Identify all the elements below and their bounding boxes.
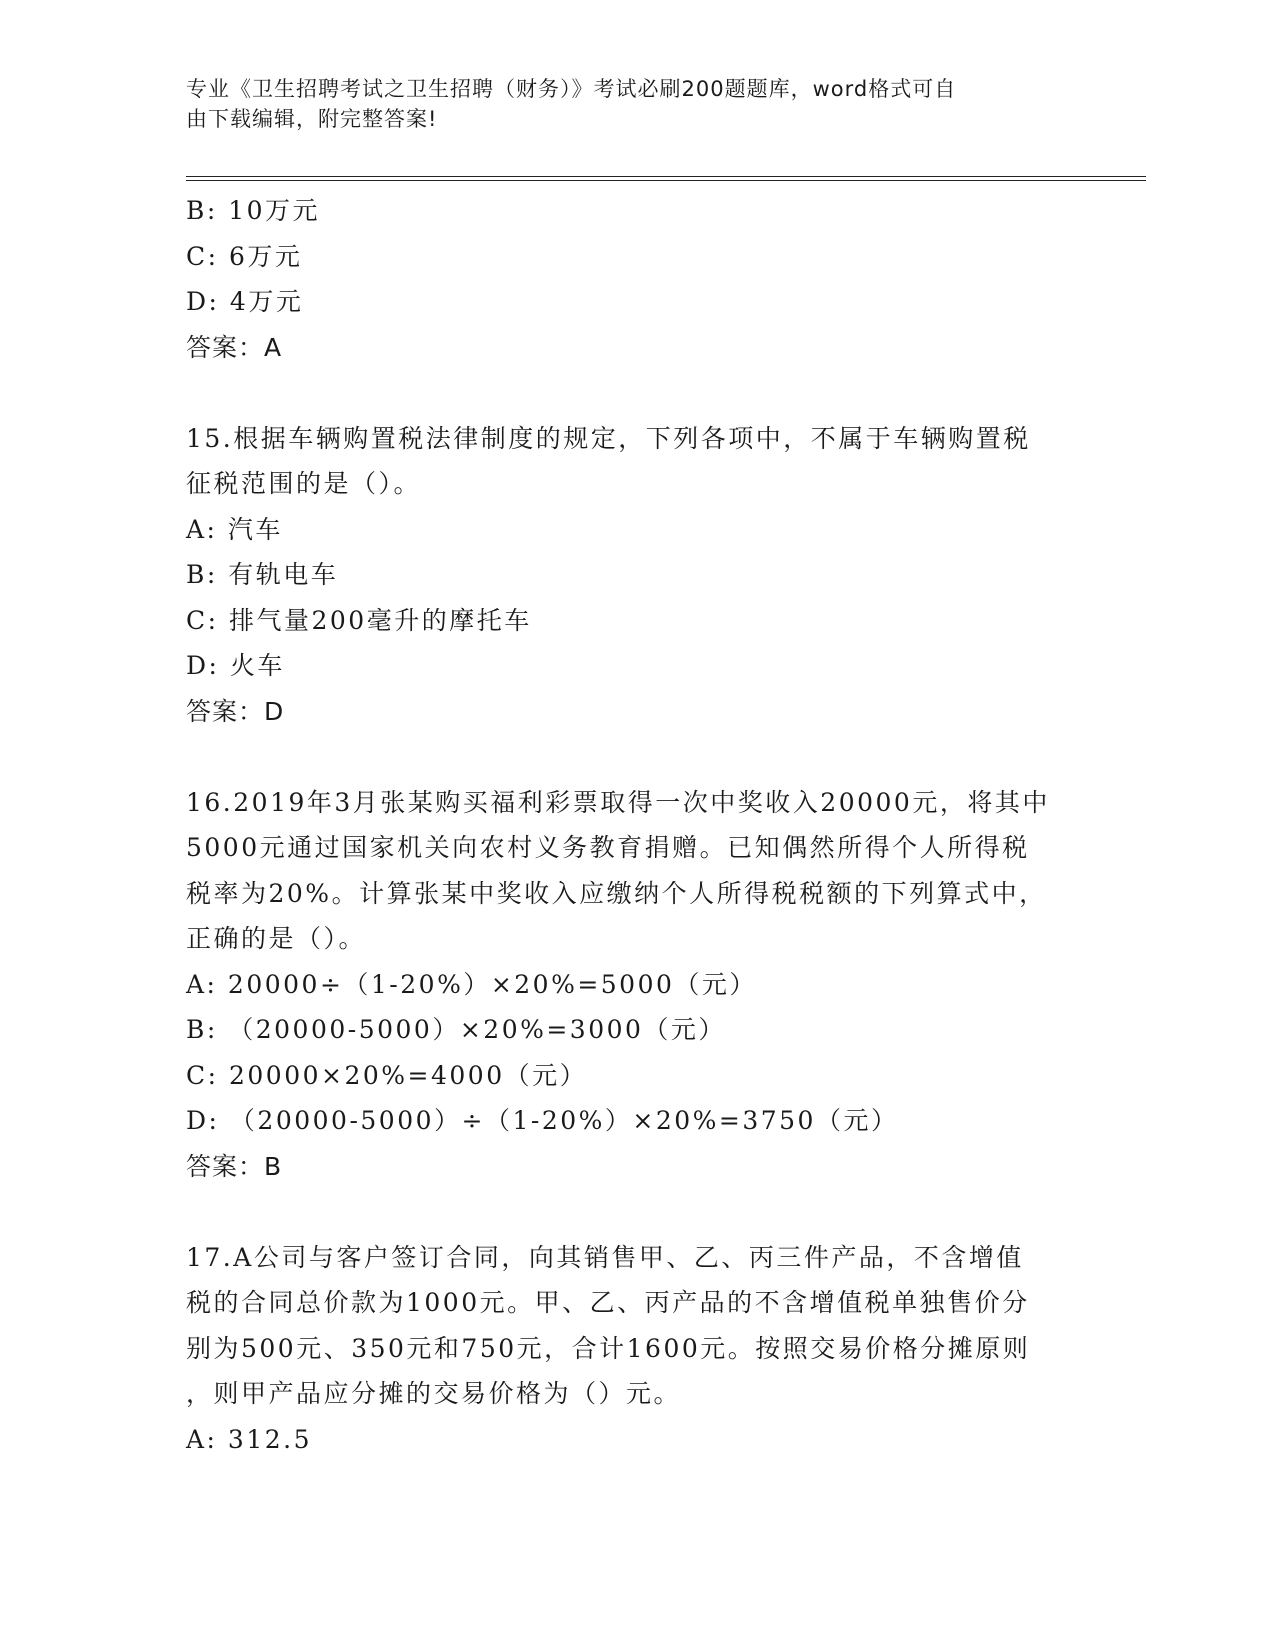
option-d: D: 4万元 — [186, 287, 304, 316]
answer: 答案：D — [186, 696, 285, 726]
option-d: D: （20000-5000）÷（1-20%）×20%=3750（元） — [186, 1106, 899, 1135]
option-c: C: 排气量200毫升的摩托车 — [186, 605, 532, 635]
spacer — [186, 1189, 1086, 1235]
question-stem-line: 征税范围的是（）。 — [186, 469, 422, 498]
answer: 答案：B — [186, 1151, 283, 1181]
option-c: C: 20000×20%=4000（元） — [186, 1060, 588, 1090]
option-d: D: 火车 — [186, 651, 285, 680]
option-b: B: 10万元 — [186, 196, 321, 225]
question-16 — [186, 780, 1086, 1190]
spacer — [186, 370, 1086, 416]
option-b: B: 有轨电车 — [186, 560, 339, 589]
question-stem-line: 税的合同总价款为1000元。甲、乙、丙产品的不含增值税单独售价分 — [186, 1288, 1030, 1317]
question-stem-line: 正确的是（）。 — [186, 924, 367, 953]
question-15 — [186, 416, 1086, 735]
option-b: B: （20000-5000）×20%=3000（元） — [186, 1015, 726, 1044]
option-c: C: 6万元 — [186, 241, 303, 271]
question-list — [186, 188, 1086, 1462]
question-stem-line: 16.2019年3月张某购买福利彩票取得一次中奖收入20000元，将其中 — [186, 787, 1050, 817]
question-stem-line: ，则甲产品应分摊的交易价格为（）元。 — [186, 1379, 682, 1408]
question-stem-line: 17.A公司与客户签订合同，向其销售甲、乙、丙三件产品，不含增值 — [186, 1242, 1024, 1272]
option-a: A: 20000÷（1-20%）×20%=5000（元） — [186, 969, 757, 999]
header-divider — [186, 176, 1146, 181]
question-stem-line: 税率为20%。计算张某中奖收入应缴纳个人所得税税额的下列算式中， — [186, 878, 1047, 908]
question-17 — [186, 1235, 1086, 1463]
header-line-2: 由下载编辑，附完整答案! — [186, 107, 438, 131]
option-a: A: 312.5 — [186, 1424, 312, 1454]
question-14 — [186, 188, 1086, 370]
question-stem-line: 15.根据车辆购置税法律制度的规定，下列各项中，不属于车辆购置税 — [186, 423, 1031, 453]
option-a: A: 汽车 — [186, 514, 283, 544]
header-line-1: 专业《卫生招聘考试之卫生招聘（财务）》考试必刷200题题库，word格式可自 — [186, 77, 957, 101]
question-stem-line: 5000元通过国家机关向农村义务教育捐赠。已知偶然所得个人所得税 — [186, 833, 1030, 862]
answer: 答案：A — [186, 332, 283, 362]
question-stem-line: 别为500元、350元和750元，合计1600元。按照交易价格分摊原则 — [186, 1333, 1031, 1363]
page-header — [186, 74, 1066, 134]
spacer — [186, 734, 1086, 780]
